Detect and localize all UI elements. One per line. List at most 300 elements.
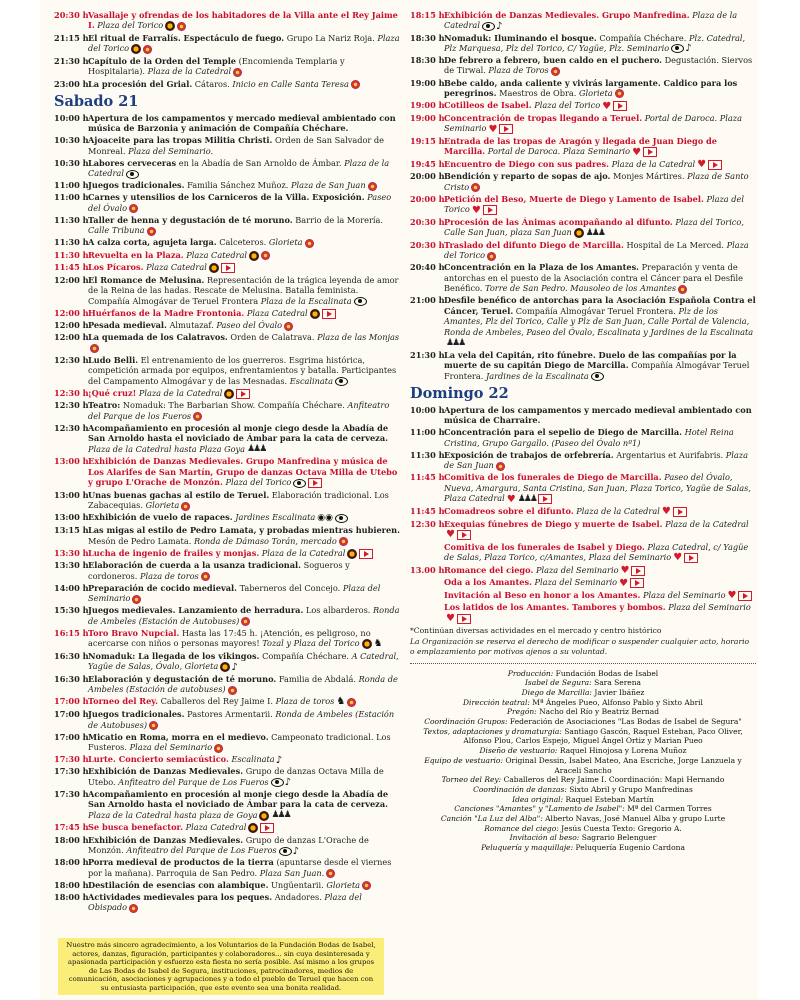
event-detail: Calceteros. [219, 237, 267, 248]
event-detail: Caballeros del Rey Jaime I. [160, 696, 273, 707]
flower-icon [487, 252, 496, 261]
event-title: Juegos medievales. Lanzamiento de herradura. [88, 605, 304, 616]
event-time: 18:30 h [410, 32, 445, 43]
event-description [444, 113, 756, 134]
event-time: 18:00 h [54, 834, 89, 845]
credits [410, 669, 756, 853]
schedule-item [54, 754, 400, 765]
event-title: Lucha de ingenio de frailes y monjas. [88, 547, 260, 558]
credit-value: Raquel Hinojosa y Lorena Muñoz [557, 746, 687, 756]
flower-icon [368, 182, 377, 191]
heart-icon: ♥ [673, 552, 683, 564]
event-description [88, 548, 400, 559]
event-time: 17:30 h [54, 766, 89, 777]
event-description [88, 822, 400, 833]
event-detail: Preparación y venta de antorchas en el puesto de la Asociación contra el Cáncer para el Desfile Benéfico. [444, 262, 743, 294]
event-place: Plaza Catedral [246, 307, 308, 318]
schedule-item [410, 55, 756, 76]
event-time [410, 590, 444, 601]
event-detail: Campeonato tradicional. Los Fusteros. [88, 731, 391, 753]
event-detail: Grupo La Nariz Roja. [286, 33, 375, 43]
event-time: 11:00 h [410, 427, 445, 438]
event-place: Portal de Daroca. Plaza Seminario [444, 112, 742, 133]
note-icon: ♪ [275, 754, 283, 766]
star-icon [249, 251, 259, 261]
event-description [444, 405, 756, 426]
sunday-heading: Domingo 22 [410, 385, 509, 403]
event-title: Exposición de trabajos de orfebrería. [444, 449, 614, 460]
play-icon [630, 578, 644, 588]
event-detail: Compañía Chéchare. [599, 32, 687, 43]
credit-value: Javier Ibáñez [591, 687, 645, 697]
event-place: Plaza de las Monjas [317, 332, 400, 343]
credit-label: Idea original: [512, 794, 564, 804]
disclaimer-note: La Organización se reserva el derecho de modificar o suspender cualquier acto, horario o emplazamiento por motivos ajenos a su voluntad. [410, 637, 750, 656]
flower-icon [471, 183, 480, 192]
event-time: 17:00 h [54, 709, 89, 720]
event-time: 16:15 h [54, 627, 89, 638]
heart-icon: ♥ [727, 590, 737, 602]
credit-line [410, 678, 756, 688]
event-title: Elaboración de cuerda a la usanza tradicional. [88, 560, 302, 571]
event-time: 19:00 h [410, 100, 445, 110]
event-detail: (apuntarse desde el viernes por la mañana). Parroquia de San Pedro. [88, 857, 392, 878]
event-description [444, 171, 756, 192]
schedule-item [54, 628, 400, 650]
event-detail: en la Abadía de San Arnoldo de Ámbar. [178, 157, 342, 168]
event-title: Unas buenas gachas al estilo de Teruel. [88, 489, 270, 500]
event-title: Micatio en Roma, morra en el medievo. [88, 731, 269, 742]
credit-line [410, 843, 756, 853]
event-detail: Representación de la trágica leyenda de amor de la Reina de las hadas. Rescate de Melusina. Batalla feminista. Compañía Almogávar de Teruel Frontera [88, 274, 399, 306]
event-place: Plaza del Seminario [129, 742, 213, 753]
flower-icon [339, 537, 348, 546]
event-time: 16:30 h [54, 650, 89, 661]
star-icon [310, 309, 320, 319]
event-description [88, 192, 400, 213]
star-icon [574, 228, 584, 238]
credit-value: Sagrario Belenguer [579, 833, 657, 843]
star-icon [165, 21, 175, 31]
flower-icon [241, 617, 250, 626]
event-time: 20:40 h [410, 262, 445, 273]
right-column [410, 10, 756, 853]
event-title: Exhibición de Danzas Medievales. Grupo Manfredina y música de Los Alarifes de San Martín, Grupo de danzas Octava Milla de Utebo y grupo L'Orache de Monzón. [88, 456, 398, 488]
schedule-item [410, 590, 756, 601]
event-time: 18:00 h [54, 892, 89, 903]
event-description [444, 55, 756, 76]
flower-icon [193, 412, 202, 421]
event-description [444, 10, 756, 31]
event-place: Portal de Daroca. Plaza Seminario [487, 146, 631, 156]
schedule-item [410, 217, 756, 239]
note-icon: ♪ [231, 661, 238, 673]
event-description [88, 237, 400, 248]
flower-icon [496, 462, 505, 471]
event-detail: Barrio de la Morería. [295, 214, 384, 225]
event-description [444, 100, 756, 111]
eye-icon [482, 22, 495, 31]
event-place: Plaza de toros [275, 696, 335, 707]
event-detail: Almutazaf. [169, 320, 214, 331]
schedule-item [410, 33, 756, 54]
event-description [444, 565, 756, 576]
event-description [88, 512, 400, 523]
event-description [88, 56, 400, 77]
event-place: Torre de San Pedro. Mausoleo de los Amantes [485, 283, 677, 294]
schedule-item [54, 490, 400, 511]
credit-line [410, 717, 756, 727]
event-description [444, 577, 756, 588]
event-detail: Pastores Armentarii. [187, 709, 273, 720]
credit-value: Original Dessin, Isabel Mateo, Ana Escriche, Jorge Lanzuela y Araceli Sancho [502, 755, 742, 775]
credit-label: Canciones "Amantes" y "Lamento de Isabel": [454, 804, 625, 814]
credit-line [410, 833, 756, 843]
flower-icon [678, 285, 687, 294]
event-description [88, 388, 400, 399]
credit-label: Coordinación Grupos: [424, 717, 508, 727]
credit-label: Torneo del Rey: [441, 775, 502, 785]
schedule-item [54, 696, 400, 707]
schedule-item [54, 423, 400, 455]
event-time: 13:30 h [54, 547, 89, 558]
flower-icon [551, 67, 560, 76]
event-place: Plz. Catedral, Plz Marquesa, Plz del Torico, C/ Yagüe, Plz. Seminario [444, 32, 746, 53]
credit-label: Isabel de Segura: [524, 678, 592, 688]
flower-icon [132, 595, 141, 604]
event-detail: Ungüentarii. [271, 879, 324, 890]
event-title: Los Pícaros. [88, 262, 144, 273]
left-column [54, 10, 400, 915]
saturday-heading: Sabado 21 [54, 93, 139, 110]
event-title: A calza corta, agujeta larga. [88, 237, 217, 248]
event-title: Torneo del Rey. [88, 696, 158, 707]
event-description [444, 194, 756, 215]
program-page [40, 0, 758, 1000]
event-time: 11:45 h [410, 505, 445, 516]
event-time [410, 542, 444, 563]
event-time: 12:00 h [54, 274, 89, 285]
event-description [88, 766, 400, 787]
event-description [88, 275, 400, 306]
credit-value: Federación de Asociaciones "Las Bodas de Isabel de Segura" [507, 717, 742, 727]
credit-value: Jesús Cuesta Texto: Gregorio A. [558, 823, 682, 833]
event-title: Teatro: [88, 400, 121, 411]
event-title: Concentración de tropas llegando a Teruel. [444, 112, 643, 123]
event-description [88, 857, 400, 878]
schedule-item [410, 136, 756, 157]
event-title: Comitiva de los funerales de Isabel y Diego. [444, 541, 645, 552]
play-icon [538, 494, 552, 504]
event-place: Plaza del Seminario [668, 602, 751, 613]
event-title: Ajoaceite para las tropas Militia Christi. [88, 135, 273, 146]
event-time: 21:30 h [410, 349, 445, 360]
play-icon [643, 147, 657, 157]
credit-label: Producción: [507, 668, 554, 678]
event-time: 11:45 h [410, 472, 445, 483]
event-description [88, 754, 400, 765]
schedule-item [54, 237, 400, 248]
play-icon [260, 823, 274, 833]
event-description [88, 456, 400, 488]
event-description [88, 250, 400, 261]
credit-value: Mª del Carmen Torres [624, 804, 712, 814]
event-title: Apertura de los campamentos y mercado medieval ambientado con música de Charraire. [444, 405, 752, 426]
star-icon [362, 639, 372, 649]
event-time [410, 577, 444, 588]
schedule-item [54, 605, 400, 626]
schedule-item [410, 295, 756, 348]
event-description [444, 472, 756, 504]
schedule-item [410, 113, 756, 134]
schedule-item [54, 892, 400, 913]
event-time: 11:30 h [54, 237, 89, 248]
event-title: Actividades medievales para los peques. [88, 892, 273, 903]
event-time: 13:00 h [54, 456, 89, 467]
event-title: Concentración para el sepelio de Diego de Marcilla. [444, 427, 682, 438]
flower-icon [177, 22, 186, 31]
schedule-item [54, 674, 400, 695]
event-time: 12:00 h [54, 307, 89, 318]
event-description [88, 605, 400, 626]
event-place: Plaza de la Catedral [138, 387, 223, 398]
event-description [444, 542, 756, 563]
note-icon: ♪ [292, 845, 300, 857]
play-icon [359, 549, 373, 559]
event-detail: Degustación. Siervos de Tirwal. [444, 55, 753, 76]
event-place: Plaza de la Catedral [576, 505, 660, 516]
schedule-item [54, 400, 400, 421]
flower-icon [147, 227, 156, 236]
event-description [444, 427, 756, 448]
event-time: 18:00 h [54, 857, 89, 868]
schedule-item [54, 732, 400, 753]
event-description [88, 262, 400, 273]
flower-icon [351, 80, 360, 89]
event-title: Exhibición de Danzas Medievales. [88, 766, 244, 777]
event-description [444, 450, 756, 471]
schedule-item [54, 822, 400, 833]
event-time: 13.00 h [410, 564, 445, 575]
credit-value: Alberto Navas, José Manuel Alba y grupo Lurte [542, 814, 726, 824]
event-place: Plaza Catedral, c/ Yagüe de Salas, Plaza Torico, c/Amantes, Plaza del Seminario [444, 541, 749, 562]
event-detail: Cátaros. [194, 78, 230, 89]
play-icon [308, 478, 322, 488]
event-description [88, 10, 400, 31]
credit-value: Caballeros del Rey Jaime I. Coordinación: Mapi Hernando [501, 775, 725, 785]
event-place: Plaza de San Juan [444, 449, 748, 471]
event-place: Anfiteatro del Parque de los Fueros [88, 400, 390, 421]
event-time: 21:15 h [54, 33, 89, 43]
event-title: Carnes y utensilios de los Carniceros de la Villa. Exposición. [88, 192, 365, 203]
event-description [88, 525, 400, 546]
flower-icon [326, 869, 335, 878]
credit-label: Invitación al beso: [509, 833, 580, 843]
note-icon: ♪ [495, 20, 503, 32]
event-description [88, 709, 400, 730]
animal-icon: ♞ [336, 696, 346, 708]
event-time: 15:30 h [54, 605, 89, 616]
eye-icon [279, 847, 292, 856]
star-icon [347, 549, 357, 559]
flower-icon [615, 89, 624, 98]
event-place: Anfiteatro del Parque de Los Fueros [126, 845, 277, 856]
event-title: Entrada de las tropas de Aragón y llegada de Juan Diego de Marcilla. [444, 135, 717, 156]
event-title: Capítulo de la Orden del Temple [88, 56, 237, 66]
event-title: Exhibición de Danzas Medievales. [88, 834, 244, 845]
star-icon [224, 389, 234, 399]
play-icon [483, 205, 497, 215]
play-icon [613, 101, 627, 111]
event-description [444, 519, 756, 540]
event-title: Comitiva de los funerales de Diego de Marcilla. [444, 472, 662, 483]
event-title: Lurte. Concierto semiacústico. [88, 754, 229, 765]
event-place: Escalinata [289, 375, 333, 386]
event-place: Hotel Reina Cristina, Grupo Gargallo. (Paseo del Óvalo nº1) [444, 427, 734, 448]
event-title: Pesada medieval. [88, 320, 167, 331]
play-icon [631, 566, 645, 576]
event-place: Glorieta [268, 237, 303, 248]
credit-label: Diseño de vestuario: [479, 746, 558, 756]
schedule-item [54, 560, 400, 581]
heart-icon: ♥ [506, 493, 516, 505]
flower-icon [181, 502, 190, 511]
schedule-item [54, 320, 400, 331]
event-description [444, 350, 756, 381]
credit-label: Canción "La Luz del Alba": [440, 814, 543, 824]
event-description [88, 113, 400, 134]
credit-line [410, 727, 756, 746]
event-description [88, 880, 400, 891]
people-icon: ♟♟♟ [271, 810, 290, 821]
credit-line [410, 746, 756, 756]
event-time: 13:00 h [54, 489, 89, 500]
event-title: Acompañamiento en procesión al monje ciego desde la Abadía de San Arnoldo hasta el noviciado de Ámbar para la cata de cerveza. [88, 422, 389, 444]
event-title: Los latidos de los Amantes. Tambores y bombos. [444, 602, 666, 613]
credit-value: Raquel Esteban Martín [563, 794, 654, 804]
event-time: 12:00 h [54, 332, 89, 343]
event-title: Exhibición de Danzas Medievales. Grupo Manfredina. [444, 10, 690, 20]
event-description [88, 892, 400, 913]
thanks-box: Nuestro más sincero agradecimiento, a los Voluntarios de la Fundación Bodas de Isabel, actores, danzas, figuración, participantes y colaboradores... sin cuya desinteresada y apasionada participación y esfuerzo esta fiesta no sería posible. Así mismo a los grupos de Las Bodas de Isabel de Segura, instituciones, patrocinadores, medios de comunicación, asociaciones y agrupaciones y a todo el pueblo de Teruel que hacen con su entusiasta participación, que este evento sea una bonita realidad. [58, 938, 384, 995]
event-title: Preparación de cocido medieval. [88, 582, 237, 593]
event-place: Paseo del Óvalo, Nueva, Amargura, Santa Cristina, San Juan, Plaza Torico, Yagüe de Salas, Plaza Catedral [444, 472, 751, 504]
event-time: 12:30 h [54, 354, 89, 365]
event-time: 11:30 h [54, 249, 89, 260]
event-place: Plaza del Torico [97, 20, 164, 31]
event-place: Plaza de la Catedral hasta plaza de Goya [88, 809, 258, 820]
event-detail: Grupo de danzas Octava Milla de Utebo. [88, 766, 384, 787]
event-title: La procesión del Grial. [88, 78, 193, 89]
flower-icon [214, 744, 223, 753]
event-title: Encuentro de Diego con sus padres. [444, 158, 609, 169]
event-title: Exequias fúnebres de Diego y muerte de Isabel. [444, 518, 663, 529]
event-place: A Catedral, Yagüe de Salas, Óvalo, Glorieta [88, 650, 399, 672]
heart-icon: ♥ [632, 146, 642, 158]
event-title: Vasallaje y ofrendas de los habitadores de la Villa ante el Rey Jaime I. [88, 10, 398, 31]
eye-icon [126, 170, 139, 179]
event-title: De febrero a febrero, buen caldo en el puchero. [444, 55, 662, 65]
schedule-item [410, 565, 756, 576]
schedule-item [410, 240, 756, 261]
event-description [88, 560, 400, 581]
play-icon [684, 553, 698, 563]
play-icon [322, 309, 336, 319]
credit-label: Peluquería y maquillaje: [481, 843, 574, 853]
animal-icon: ♞ [373, 637, 383, 649]
schedule-item [54, 135, 400, 156]
heart-icon: ♥ [471, 204, 481, 216]
event-place: Plaza de la Catedral [444, 10, 738, 31]
event-time: 19:45 h [410, 158, 445, 169]
event-description [444, 240, 756, 261]
flower-icon [284, 322, 293, 331]
event-detail: Argentarius et Aurifabris. [616, 449, 724, 460]
event-title: Ludo Belli. [88, 354, 139, 365]
event-title: Labores cerveceras [88, 157, 177, 168]
event-time: 16:30 h [54, 673, 89, 684]
continuation-note: *Continúan diversas actividades en el mercado y centro histórico [410, 625, 662, 635]
schedule-item [54, 835, 400, 856]
event-title: Toro Bravo Nupcial. [88, 627, 180, 638]
event-place: Ronda de Ambeles (Estación de autobuses) [88, 673, 398, 695]
event-time: 12:30 h [54, 387, 89, 398]
credit-label: Coordinación de danzas: [473, 784, 567, 794]
credit-value: Sixto Abril y Grupo Manfredinas [566, 784, 693, 794]
event-place: Plaza del Torico [534, 100, 601, 110]
schedule-item [410, 350, 756, 381]
eye-icon [271, 778, 284, 787]
event-title: Procesión de las Ánimas acompañando al difunto. [444, 216, 673, 227]
note-icon: ♪ [685, 43, 692, 55]
credit-line [410, 824, 756, 834]
event-detail: Compañía Chéchare. [262, 650, 350, 661]
event-time: 12:00 h [54, 320, 89, 331]
event-place: Plaza Catedral [146, 262, 207, 273]
event-place: Plaza del Obispado [88, 892, 362, 913]
event-description [88, 400, 400, 421]
event-description [444, 217, 756, 239]
schedule-item [54, 583, 400, 604]
schedule-item [410, 78, 756, 99]
event-detail: Los albarderos. [305, 605, 371, 616]
credit-line [410, 698, 756, 708]
schedule-item [54, 308, 400, 319]
people-icon: ♟♟♟ [446, 337, 465, 348]
saturday-events-continued [410, 10, 756, 381]
event-title: Las migas al estilo de Pedro Lamata, y probadas mientras hubieren. [88, 525, 400, 536]
event-time: 18:15 h [410, 10, 445, 20]
event-place: Plaza de la Catedral [147, 66, 232, 77]
event-title: Juegos tradicionales. [88, 709, 185, 720]
schedule-item [54, 789, 400, 821]
friday-events [54, 10, 400, 89]
event-detail: Maestros de Obra. [499, 87, 577, 98]
event-description [444, 506, 756, 517]
schedule-item [410, 602, 756, 623]
event-time: 20:30 h [54, 10, 89, 20]
event-title: Exhibición de vuelo de rapaces. [88, 512, 233, 523]
event-description [88, 674, 400, 695]
schedule-item [410, 427, 756, 448]
event-place: Plaza del Seminario [535, 564, 619, 575]
schedule-item [54, 180, 400, 191]
event-place: Plaza de toros [139, 570, 199, 581]
event-place: Jardines de la Escalinata [485, 370, 589, 381]
event-time: 17:30 h [54, 788, 89, 799]
star-icon [131, 44, 141, 54]
event-detail: Compañía Almogávar Teruel Frontera. [444, 360, 750, 381]
